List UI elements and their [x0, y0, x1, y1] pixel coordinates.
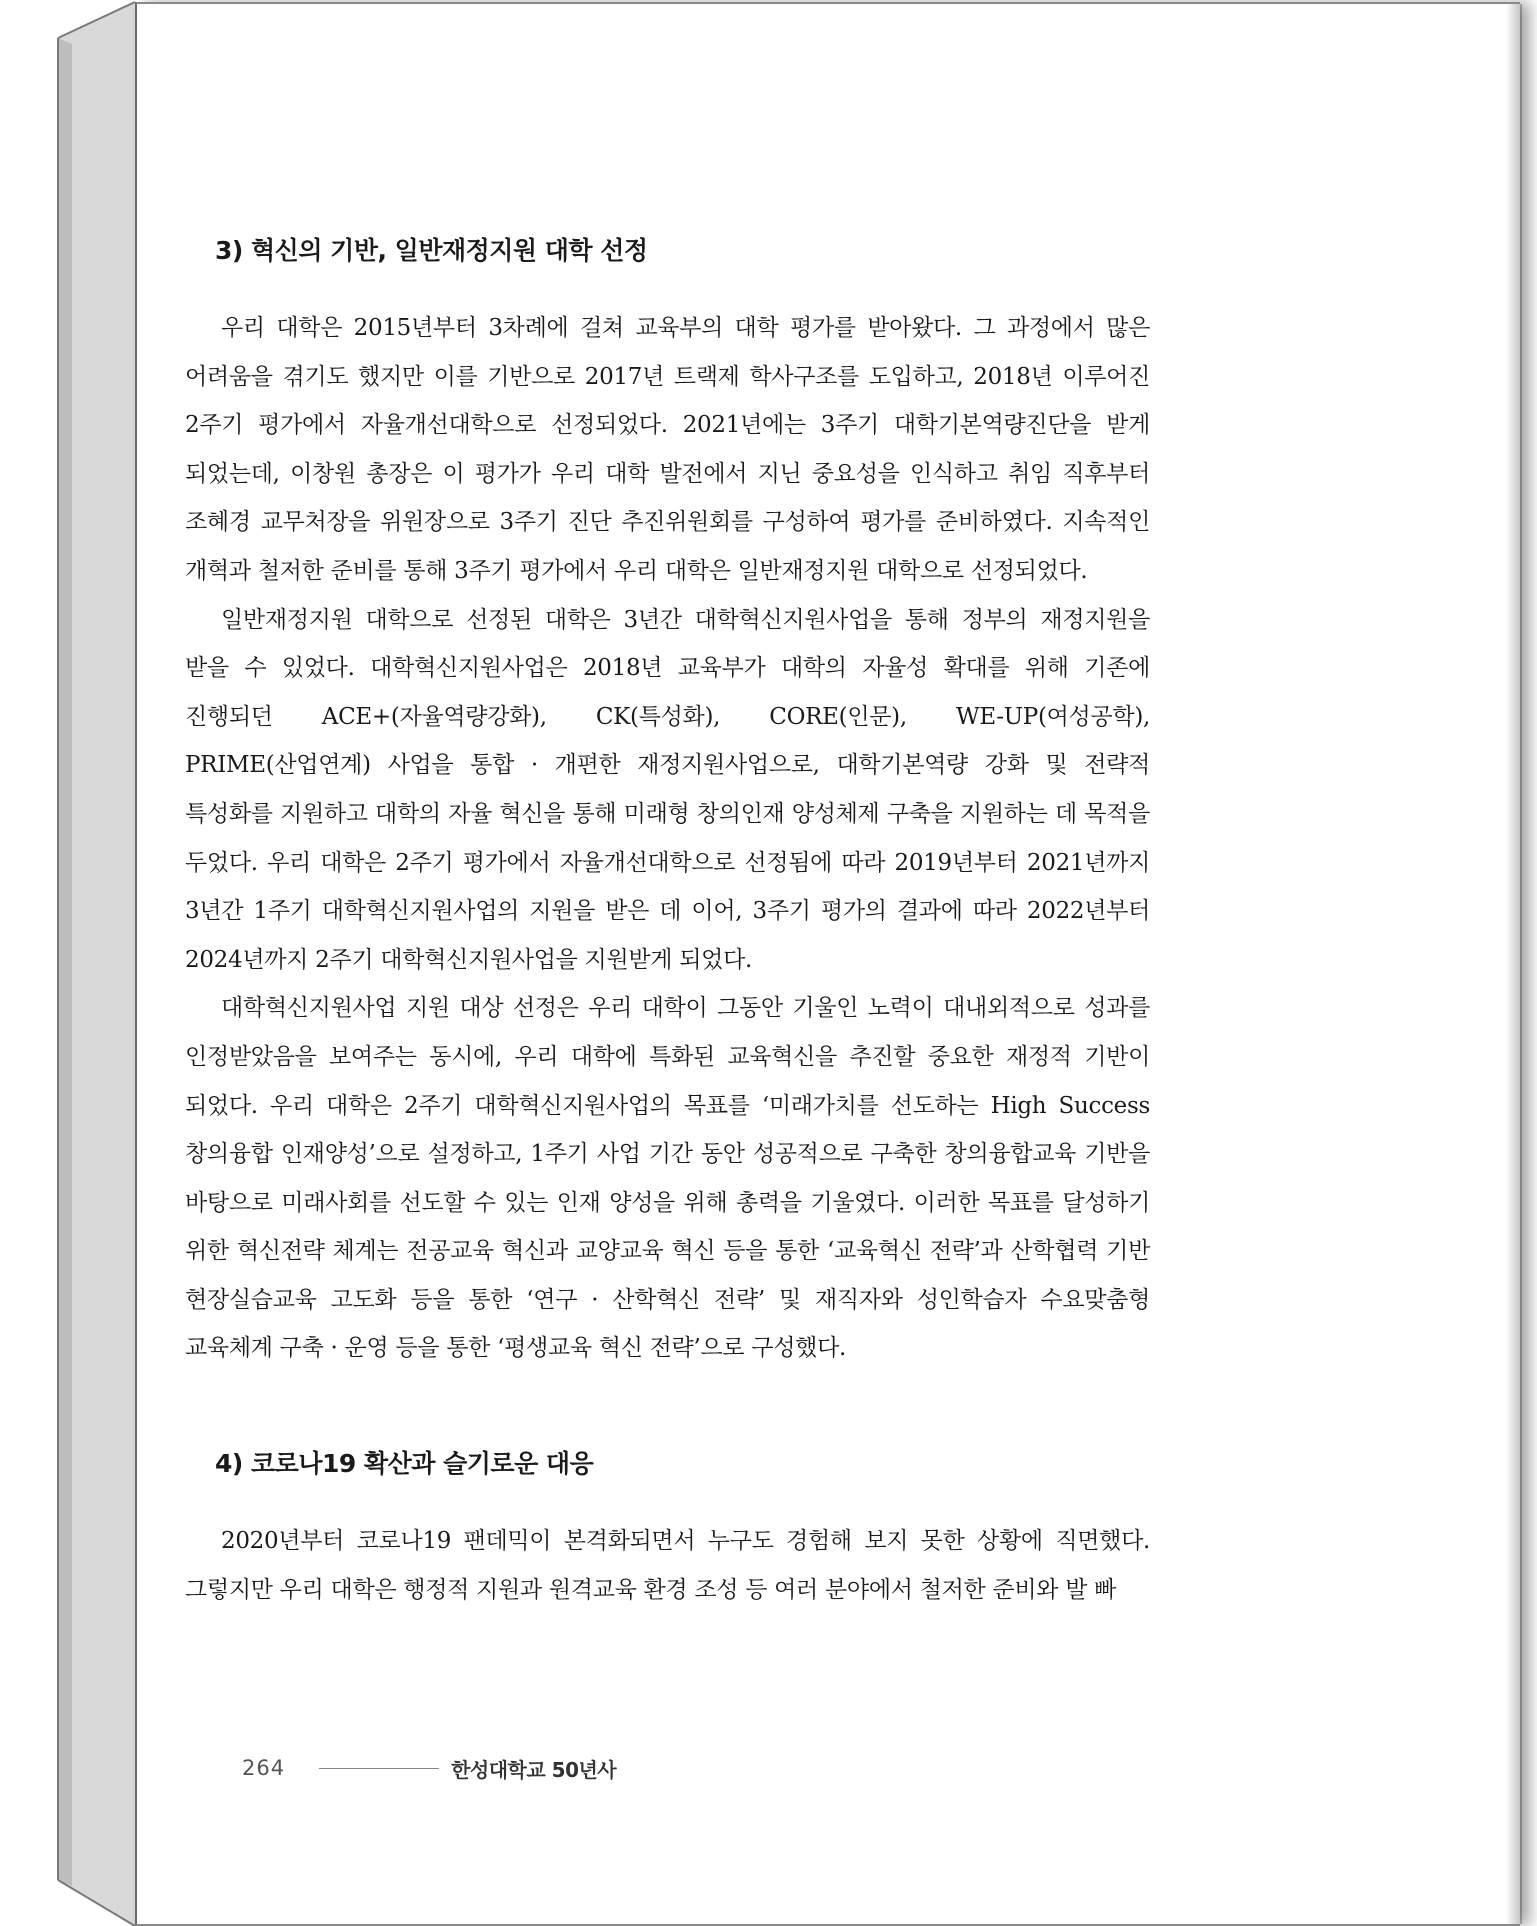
- section-3-heading: 3) 혁신의 기반, 일반재정지원 대학 선정: [215, 236, 648, 265]
- page-footer: [242, 1748, 742, 1788]
- page-number: 264: [242, 1756, 286, 1780]
- section-3-paragraph-2: 일반재정지원 대학으로 선정된 대학은 3년간 대학혁신지원사업을 통해 정부의 재정지원을 받을 수 있었다. 대학혁신지원사업은 2018년 교육부가 대학의 자율성 확대를 위해 기존에 진행되던 ACE+(자율역량강화), CK(특성화), CORE(인문), WE-UP(여성공학), PRIME(산업연계) 사업을 통합 · 개편한 재정지원사업으로, 대학기본역량 강화 및 전략적 특성화를 지원하고 대학의 자율 혁신을 통해 미래형 창의인재 양성체제 구축을 지원하는 데 목적을 두었다. 우리 대학은 2주기 평가에서 자율개선대학으로 선정됨에 따라 2019년부터 2021년까지 3년간 1주기 대학혁신지원사업의 지원을 받은 데 이어, 3주기 평가의 결과에 따라 2022년부터 2024년까지 2주기 대학혁신지원사업을 지원받게 되었다.: [185, 606, 1150, 973]
- section-3-paragraph-1: 우리 대학은 2015년부터 3차례에 걸쳐 교육부의 대학 평가를 받아왔다. 그 과정에서 많은 어려움을 겪기도 했지만 이를 기반으로 2017년 트랙제 학사구조를 도입하고, 2018년 이루어진 2주기 평가에서 자율개선대학으로 선정되었다. 2021년에는 3주기 대학기본역량진단을 받게 되었는데, 이창원 총장은 이 평가가 우리 대학 발전에서 지닌 중요성을 인식하고 취임 직후부터 조혜경 교무처장을 위원장으로 3주기 진단 추진위원회를 구성하여 평가를 준비하였다. 지속적인 개혁과 철저한 준비를 통해 3주기 평가에서 우리 대학은 일반재정지원 대학으로 선정되었다.: [185, 315, 1150, 584]
- book-spine-edge: [0, 0, 150, 1926]
- section-4-heading: 4) 코로나19 확산과 슬기로운 대응: [215, 1449, 594, 1479]
- running-title: 한성대학교 50년사: [451, 1757, 617, 1782]
- page-content: [185, 220, 1150, 1614]
- section-3-paragraph-3: 대학혁신지원사업 지원 대상 선정은 우리 대학이 그동안 기울인 노력이 대내외적으로 성과를 인정받았음을 보여주는 동시에, 우리 대학에 특화된 교육혁신을 추진할 중요한 재정적 기반이 되었다. 우리 대학은 2주기 대학혁신지원사업의 목표를 ‘미래가치를 선도하는 High Success 창의융합 인재양성’으로 설정하고, 1주기 사업 기간 동안 성공적으로 구축한 창의융합교육 기반을 바탕으로 미래사회를 선도할 수 있는 인재 양성을 위해 총력을 기울였다. 이러한 목표를 달성하기 위한 혁신전략 체계는 전공교육 혁신과 교양교육 혁신 등을 통한 ‘교육혁신 전략’과 산학협력 기반 현장실습교육 고도화 등을 통한 ‘연구 · 산학혁신 전략’ 및 재직자와 성인학습자 수요맞춤형 교육체계 구축 · 운영 등을 통한 ‘평생교육 혁신 전략’으로 구성했다.: [185, 995, 1150, 1362]
- page-edge-shadow: [1506, 4, 1522, 1924]
- footer-rule: [319, 1768, 439, 1769]
- section-4-paragraph-1: 2020년부터 코로나19 팬데믹이 본격화되면서 누구도 경험해 보지 못한 상황에 직면했다. 그렇지만 우리 대학은 행정적 지원과 원격교육 환경 조성 등 여러 분야에서 철저한 준비와 발 빠: [185, 1528, 1150, 1603]
